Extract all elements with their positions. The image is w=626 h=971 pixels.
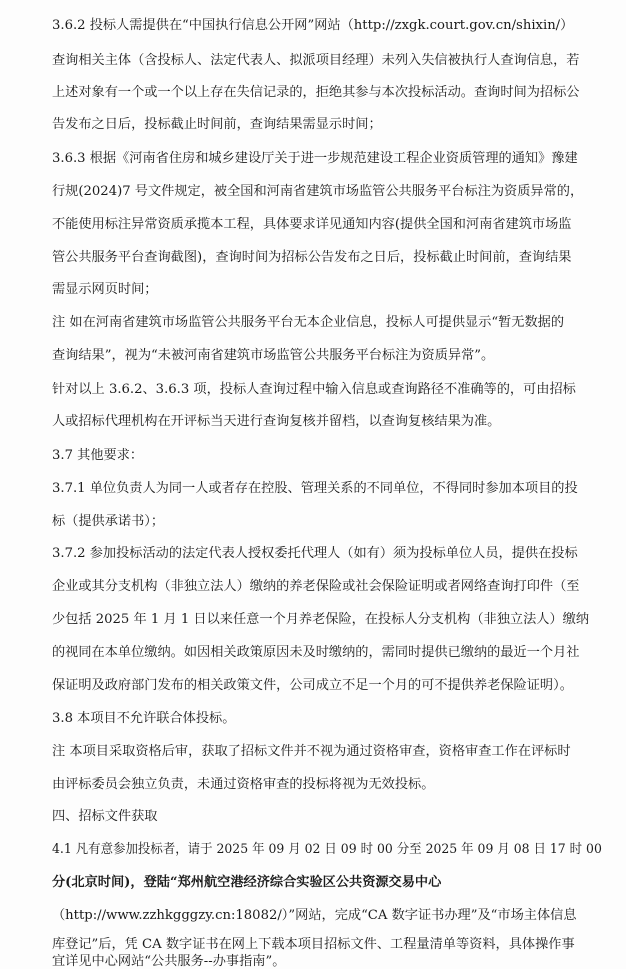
paragraph-line: 3.7.1 单位负责人为同一人或者存在控股、管理关系的不同单位，不得同时参加本项目的投 (52, 481, 578, 496)
section-heading: 3.7 其他要求： (52, 448, 144, 463)
paragraph-line: 的视同在本单位缴纳。如因相关政策原因未及时缴纳的，需同时提供已缴纳的最近一个月社 (52, 645, 580, 660)
paragraph-line: 3.7.2 参加投标活动的法定代表人授权委托代理人（如有）须为投标单位人员，提供在投标 (52, 546, 578, 561)
paragraph-line: 3.8 本项目不允许联合体投标。 (52, 711, 236, 726)
paragraph-line: 行规(2024)7 号文件规定，被全国和河南省建筑市场监管公共服务平台标注为资质异常的， (52, 184, 584, 199)
paragraph-line: 上述对象有一个或一个以上存在失信记录的，拒绝其参与本次投标活动。查询时间为招标公 (52, 85, 580, 100)
paragraph-line: 少包括 2025 年 1 月 1 日以来任意一个月养老保险，在投标人分支机构（非独立法人）缴纳 (52, 612, 590, 627)
note-line: 由评标委员会独立负责，未通过资格审查的投标将视为无效投标。 (52, 777, 435, 792)
paragraph-line: 3.6.3 根据《河南省住房和城乡建设厅关于进一步规范建设工程企业资质管理的通知》豫建 (52, 151, 578, 166)
paragraph-line: 保证明及政府部门发布的相关政策文件，公司成立不足一个月的可不提供养老保险证明）。 (52, 678, 573, 693)
paragraph-line: 3.6.2 投标人需提供在“中国执行信息公开网”网站（http://zxgk.court.gov.cn/shixin/） (52, 18, 574, 33)
paragraph-line: 分(北京时间)，登陆“郑州航空港经济综合实验区公共资源交易中心 (52, 875, 442, 890)
note-line: 注 本项目采取资格后审，获取了招标文件并不视为通过资格审查，资格审查工作在评标时 (52, 744, 571, 759)
paragraph-line: 管公共服务平台查询截图)，查询时间为招标公告发布之日后，投标截止时间前，查询结果 (52, 250, 572, 265)
paragraph-line: 告发布之日后，投标截止时间前，查询结果需显示时间； (52, 117, 382, 132)
paragraph-line: 库登记”后，凭 CA 数字证书在网上下载本项目招标文件、工程量清单等资料，具体操作事 (52, 937, 575, 952)
paragraph-line: 企业或其分支机构（非独立法人）缴纳的养老保险或社会保险证明或者网络查询打印件（至 (52, 579, 580, 594)
paragraph-line: 不能使用标注异常资质承揽本工程，具体要求详见通知内容(提供全国和河南省建筑市场监 (52, 217, 572, 232)
note-line: 注 如在河南省建筑市场监管公共服务平台无本企业信息，投标人可提供显示“暂无数据的 (52, 315, 565, 330)
paragraph-line: 人或招标代理机构在开评标当天进行查询复核并留档，以查询复核结果为准。 (52, 414, 501, 429)
paragraph-line: 4.1 凡有意参加投标者，请于 2025 年 09 月 02 日 09 时 00 分至 2025 年 09 月 08 日 17 时 00 (52, 842, 602, 857)
paragraph-line: 标（提供承诺书）； (52, 514, 165, 529)
section-heading: 四、招标文件获取 (52, 809, 158, 824)
paragraph-line: 针对以上 3.6.2、3.6.3 项，投标人查询过程中输入信息或查询路径不准确等的，可由招标 (52, 382, 576, 397)
note-line: 查询结果”，视为“未被河南省建筑市场监管公共服务平台标注为资质异常”。 (52, 348, 495, 363)
paragraph-line: 宜详见中心网站“公共服务--办事指南”。 (52, 954, 286, 969)
paragraph-line: 需显示网页时间； (52, 282, 158, 297)
paragraph-line: 查询相关主体（含投标人、法定代表人、拟派项目经理）未列入失信被执行人查询信息，若 (52, 53, 580, 68)
paragraph-line: （http://www.zzhkgggzy.cn:18082/）”网站，完成“CA 数字证书办理”及“市场主体信息 (52, 908, 577, 923)
